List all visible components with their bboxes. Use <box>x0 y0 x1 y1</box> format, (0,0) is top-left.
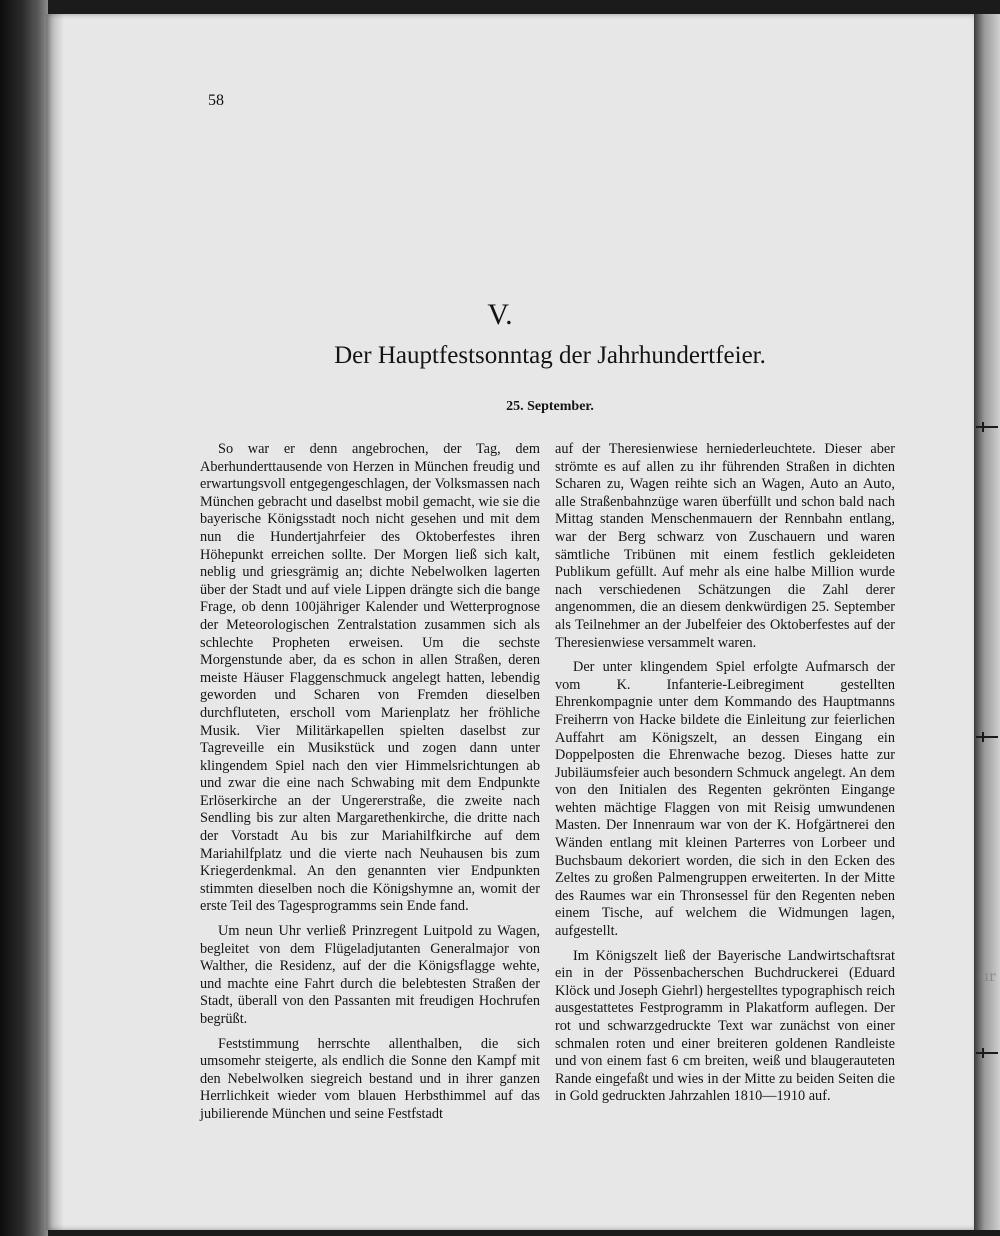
right-text-column <box>555 441 895 1113</box>
scan-left-edge <box>0 0 48 1236</box>
registration-mark <box>976 426 998 428</box>
registration-mark <box>976 736 998 738</box>
paragraph: Feststimmung herrschte allenthalben, die sich umsomehr steigerte, als endlich die Sonne den Kampf mit den Nebelwolken siegreich bestand und in ihrer ganzen Herrlichkeit wieder vom blauen Herbsthimmel auf das jubilierende München und seine Festfstadt <box>200 1035 540 1122</box>
adjacent-page-edge <box>974 14 1000 1230</box>
date-line: 25. September. <box>506 399 594 414</box>
paragraph: Der unter klingendem Spiel erfolgte Aufmarsch der vom K. Infanterie-Leibregiment gestellten Ehrenkompagnie unter dem Kommando des Hauptmanns Freiherrn von Hacke bildete die Einleitung zur feierlichen Auffahrt am Königszelt, an dessen Eingang ein Doppelposten die Ehrenwache bezog. Dieses hatte zur Jubiläumsfeier auch besondern Schmuck angelegt. An dem von den Initialen des Regenten gekrönten Eingange wehten mächtige Flaggen von mit Reisig umwundenen Masten. Der Innenraum war von der K. Hofgärtnerei den Wänden entlang mit kleinen Parterres von Lorbeer und Buchsbaum dekoriert worden, die sich in den Ecken des Zeltes zu großen Palmengruppen erweiterten. In der Mitte des Raumes war ein Thronsessel für den Regenten neben einem Tische, auf welchem die Widmungen lagen, aufgestellt. <box>555 659 895 940</box>
paragraph: So war er denn angebrochen, der Tag, dem Aberhunderttausende von Herzen in München freudig und erwartungsvoll entgegengeschlagen, der Volksmassen nach München gebracht und daselbst mobil gemacht, wie sie die bayerische Königsstadt noch nicht gesehen und mit dem nun die Hundertjahrfeier des Oktoberfestes ihren Höhepunkt erreichen sollte. Der Morgen ließ sich kalt, neblig und griesgrämig an; dichte Nebelwolken lagerten über der Stadt und auf viele Lippen drängte sich die bange Frage, ob denn 100jähriger Kalender und Wetterprognose der Meteorologischen Zentralstation zusammen sich als schlechte Propheten erweisen. Um die sechste Morgenstunde aber, da es schon in allen Straßen, deren meiste Häuser Flaggenschmuck angelegt hatten, lebendig geworden und Scharen von Fremden dieselben durchfluteten, erscholl vom Marienplatz her fröhliche Musik. Vier Militärkapellen spielten daselbst zur Tagreveille ein Musikstück und zogen dann unter klingendem Spiel nach den vier Himmelsrichtungen ab und zwar die eine nach Schwabing mit dem Endpunkte Erlöserkirche an der Ungererstraße, die zweite nach Sendling bis zur alten Margarethenkirche, die dritte nach der Vorstadt Au bis zur Mariahilfkirche auf dem Mariahilfplatz und die vierte nach Neuhausen bis zum Kriegerdenkmal. An den genannten vier Endpunkten stimmten dieselben noch die Königshymne an, womit der erste Teil des Tagesprogramms sein Ende fand. <box>200 441 540 915</box>
margin-mark: ur <box>980 969 996 985</box>
page-number: 58 <box>208 92 224 109</box>
chapter-title: Der Hauptfestsonntag der Jahrhundertfeier. <box>334 342 766 369</box>
left-text-column <box>200 441 540 1131</box>
registration-mark <box>976 1052 998 1054</box>
paragraph: Um neun Uhr verließ Prinzregent Luitpold zu Wagen, begleitet von dem Flügeladjutanten Generalmajor von Walther, die Residenz, auf der die Königsflagge wehte, und machte eine Fahrt durch die belebtesten Straßen der Stadt, überall von den Passanten mit freudigen Hochrufen begrüßt. <box>200 923 540 1027</box>
chapter-numeral: V. <box>487 298 513 331</box>
paragraph: auf der Theresienwiese herniederleuchtete. Dieser aber strömte es auf allen zu ihr führenden Straßen in dichten Scharen zu, Wagen reihte sich an Wagen, Auto an Auto, alle Straßenbahnzüge waren überfüllt und schon bald nach Mittag standen Menschenmauern der Rennbahn entlang, war der Berg schwarz von Zuschauern und waren sämtliche Tribünen mit einem festlich gekleideten Publikum gefüllt. Auf mehr als eine halbe Million wurde nach verschiedenen Schätzungen die Zahl derer angenommen, die an diesem denkwürdigen 25. September als Teilnehmer an der Jubelfeier des Oktoberfestes auf der Theresienwiese versammelt waren. <box>555 441 895 651</box>
paragraph: Im Königszelt ließ der Bayerische Landwirtschaftsrat ein in der Pössenbacherschen Buchdruckerei (Eduard Klöck und Joseph Giehrl) hergestelltes typographisch reich ausgestattetes Festprogramm in Plakatform auflegen. Der rot und schwarzgedruckte Text war zunächst von einer schmalen roten und einer breiteren goldenen Randleiste und von einem fast 6 cm breiten, weiß und blaugerauteten Rande eingefaßt und wies in der Mitte zu beiden Seiten die in Gold gedruckten Jahrzahlen 1810—1910 auf. <box>555 947 895 1105</box>
